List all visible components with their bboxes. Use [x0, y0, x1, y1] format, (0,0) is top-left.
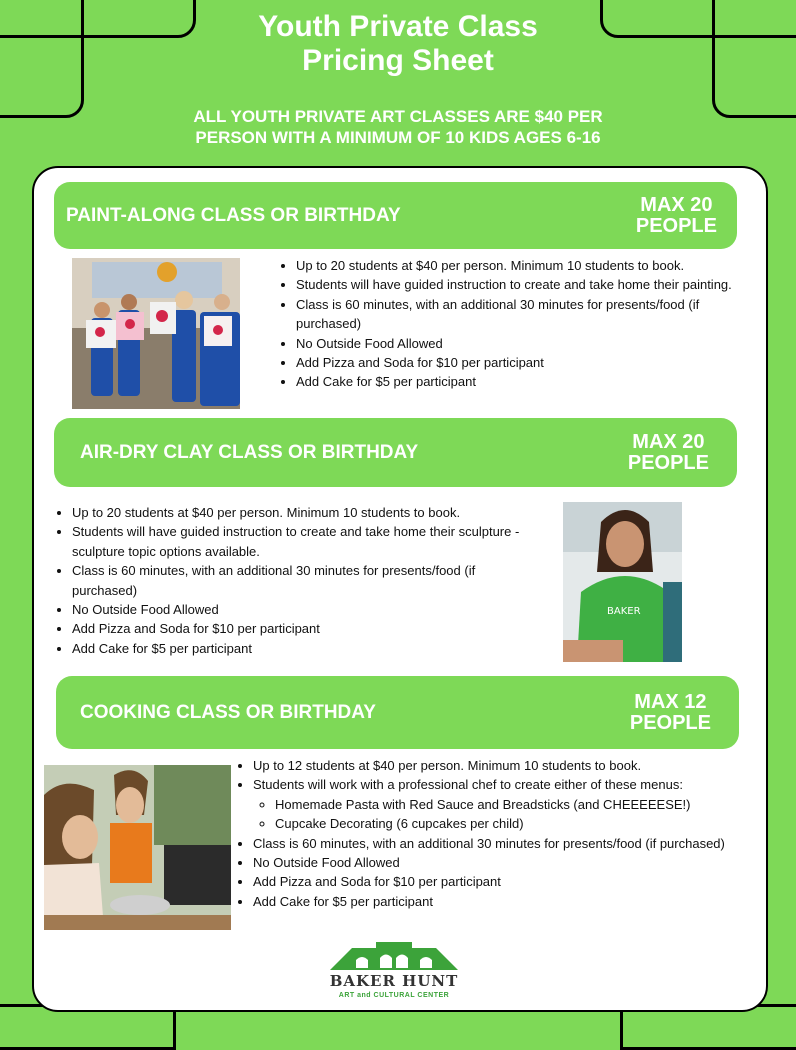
section-title: PAINT-ALONG CLASS OR BIRTHDAY: [66, 204, 401, 226]
list-item: • Add Cake for $5 per participant: [253, 892, 763, 911]
list-item: • Add Pizza and Soda for $10 per participant: [253, 872, 763, 891]
page-title: [0, 10, 796, 78]
baker-hunt-logo: [326, 940, 462, 1006]
max-line-1: MAX 20: [640, 193, 713, 216]
max-capacity: [636, 195, 717, 237]
max-capacity: [630, 692, 711, 734]
section-title: AIR-DRY CLAY CLASS OR BIRTHDAY: [80, 441, 419, 463]
section-banner-clay: [54, 418, 737, 487]
logo-name: BAKER HUNT: [329, 972, 459, 990]
logo-subtitle: ART and CULTURAL CENTER: [338, 992, 450, 999]
list-item: • Class is 60 minutes, with an additional 30 minutes for presents/food (if purchased): [72, 561, 542, 600]
section-banner-cooking: [56, 676, 739, 749]
cooking-bullet-list: [237, 756, 763, 911]
list-item: • No Outside Food Allowed: [253, 853, 763, 872]
section-banner-paint: [54, 182, 737, 249]
menu-intro: Students will work with a professional chef to create either of these menus:: [253, 777, 683, 793]
section-title: COOKING CLASS OR BIRTHDAY: [80, 701, 376, 723]
list-item: • Add Cake for $5 per participant: [296, 372, 762, 391]
paint-class-photo: [72, 258, 240, 409]
kids-cooking-illustration: [44, 765, 231, 930]
title-line-2: Pricing Sheet: [302, 44, 494, 77]
paint-bullet-list: [280, 256, 762, 392]
list-item: • Add Pizza and Soda for $10 per participant: [296, 353, 762, 372]
list-item: • No Outside Food Allowed: [296, 334, 762, 353]
max-line-1: MAX 20: [632, 430, 705, 453]
subtitle-line-1: ALL YOUTH PRIVATE ART CLASSES ARE $40 PER: [193, 107, 603, 126]
kids-painting-illustration: [72, 258, 240, 409]
building-icon: [326, 940, 462, 972]
max-capacity: [628, 432, 709, 474]
list-item: • No Outside Food Allowed: [72, 600, 542, 619]
menu-options-list: [253, 795, 763, 834]
clay-bullet-list: [56, 503, 542, 658]
list-item: • Students will have guided instruction to create and take home their painting.: [296, 275, 762, 294]
menu-option: ◦ Cupcake Decorating (6 cupcakes per child): [275, 814, 763, 833]
child-with-clay-illustration: [563, 502, 682, 662]
list-item: • Add Pizza and Soda for $10 per participant: [72, 619, 542, 638]
subtitle-line-2: PERSON WITH A MINIMUM OF 10 KIDS AGES 6-16: [195, 128, 601, 147]
page-subtitle: [0, 106, 796, 148]
max-line-1: MAX 12: [634, 690, 707, 713]
menu-option: ◦ Homemade Pasta with Red Sauce and Breadsticks (and CHEEEEESE!): [275, 795, 763, 814]
max-line-2: PEOPLE: [627, 451, 709, 474]
cooking-class-photo: [44, 765, 231, 930]
svg-text:BAKER: BAKER: [607, 606, 641, 617]
max-line-2: PEOPLE: [629, 711, 711, 734]
list-item: • Up to 20 students at $40 per person. Minimum 10 students to book.: [296, 256, 762, 275]
title-line-1: Youth Private Class: [258, 10, 538, 43]
list-item: [253, 775, 763, 833]
list-item: • Class is 60 minutes, with an additional 30 minutes for presents/food (if purchased): [296, 295, 762, 334]
clay-class-photo: [563, 502, 682, 662]
list-item: • Up to 20 students at $40 per person. Minimum 10 students to book.: [72, 503, 542, 522]
list-item: • Add Cake for $5 per participant: [72, 639, 542, 658]
list-item: • Up to 12 students at $40 per person. Minimum 10 students to book.: [253, 756, 763, 775]
max-line-2: PEOPLE: [635, 214, 717, 237]
list-item: • Students will have guided instruction to create and take home their sculpture - sculpture topic options available.: [72, 522, 542, 561]
list-item: • Class is 60 minutes, with an additional 30 minutes for presents/food (if purchased): [253, 834, 763, 853]
